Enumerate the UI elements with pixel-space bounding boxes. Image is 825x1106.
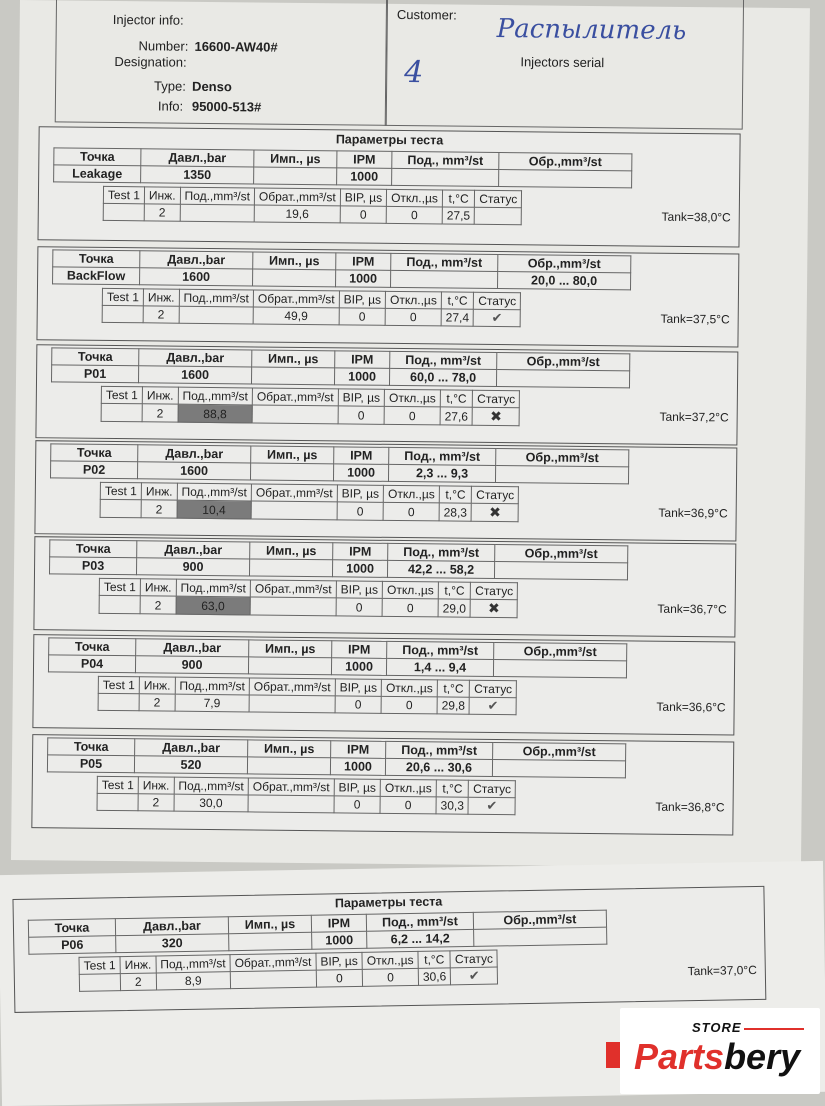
col-dev: Откл.,µs (362, 951, 418, 969)
col-back: Обр.,mm³/st (493, 742, 626, 760)
status-fail-icon (470, 599, 517, 617)
tank-temperature: Tank=37,5°C (660, 311, 730, 327)
params-table (53, 147, 632, 188)
col-temp: t,°C (438, 582, 471, 599)
test-block-p04 (32, 634, 735, 735)
col-dev: Откл.,µs (384, 389, 440, 407)
value-supply: 10,4 (177, 500, 252, 519)
col-ipm: IPM (311, 914, 366, 932)
col-imp: Имп., µs (251, 446, 334, 464)
col-supply: Под., mm³/st (391, 253, 498, 271)
col-ipm: IPM (336, 253, 391, 271)
section-title: Параметры теста (335, 132, 444, 148)
col-back: Обр.,mm³/st (498, 255, 631, 273)
value-back (474, 927, 607, 946)
value-ipm: 1000 (312, 931, 367, 949)
col-dev: Откл.,µs (381, 679, 437, 697)
status-fail-icon (471, 503, 518, 521)
value-pressure: 1600 (138, 366, 251, 384)
value-pressure: 1350 (141, 166, 254, 184)
value-bip: 0 (340, 206, 387, 223)
col-pressure: Давл.,bar (136, 639, 249, 657)
col-dev: Откл.,µs (383, 485, 439, 503)
value-pressure: 320 (116, 934, 229, 953)
col-supply_small: Под.,mm³/st (177, 483, 252, 501)
value-back (230, 970, 316, 988)
col-test: Test 1 (103, 186, 144, 203)
col-test: Test 1 (98, 676, 139, 693)
col-back_small: Обрат.,mm³/st (254, 188, 340, 206)
col-inj: Инж. (141, 483, 177, 500)
col-imp: Имп., µs (228, 915, 311, 933)
empty-cell (100, 499, 141, 517)
customer-handwriting: Распылитель (496, 13, 687, 46)
value-pressure: 900 (136, 558, 249, 576)
value-bip: 0 (316, 969, 363, 987)
col-pressure: Давл.,bar (137, 541, 250, 559)
col-ipm: IPM (333, 543, 388, 561)
col-back: Обр.,mm³/st (473, 910, 606, 929)
col-supply_small: Под.,mm³/st (176, 579, 251, 597)
results-table (78, 950, 498, 992)
col-inj: Инж. (138, 777, 174, 794)
status-ok-icon (473, 309, 520, 326)
value-supply: 42,2 ... 58,2 (387, 560, 494, 578)
empty-cell (101, 403, 142, 421)
col-supply_small: Под.,mm³/st (174, 777, 249, 795)
col-point: Точка (53, 250, 140, 268)
col-point: Точка (51, 444, 138, 462)
injector-info-box (55, 0, 388, 126)
value-imp (229, 932, 312, 950)
value-ipm: 1000 (330, 758, 385, 776)
value-pressure: 900 (135, 656, 248, 674)
col-status: Статус (475, 190, 522, 207)
partsbery-logo (620, 1008, 820, 1094)
col-dev: Откл.,µs (380, 779, 436, 797)
tank-temperature: Tank=37,0°C (687, 962, 757, 979)
value-ipm: 1000 (334, 368, 389, 386)
value-dev: 0 (362, 968, 418, 986)
value-dev: 0 (382, 598, 438, 617)
col-supply: Под., mm³/st (390, 351, 497, 369)
col-back_small: Обрат.,mm³/st (251, 484, 337, 502)
value-point: P03 (49, 557, 136, 575)
value-pressure: 1600 (140, 268, 253, 286)
designation-label: Designation: (114, 53, 187, 70)
value-bip: 0 (336, 598, 383, 616)
col-status: Статус (469, 780, 516, 797)
empty-cell (98, 693, 139, 710)
col-bip: BIP, µs (334, 779, 381, 796)
value-imp (251, 367, 334, 385)
test-block-backflow (36, 246, 739, 347)
col-status: Статус (474, 292, 521, 309)
tank-temperature: Tank=36,7°C (657, 601, 727, 617)
value-back (248, 795, 334, 813)
value-ipm: 1000 (331, 658, 386, 676)
value-point: P05 (47, 755, 134, 773)
type-label: Type: (154, 78, 186, 94)
test-block-p03 (33, 536, 736, 637)
value-imp (254, 167, 337, 185)
col-supply: Под., mm³/st (389, 447, 496, 465)
value-imp (248, 657, 331, 675)
section-title: Параметры теста (334, 894, 443, 911)
value-point: P02 (50, 461, 137, 479)
col-back: Обр.,mm³/st (499, 153, 632, 171)
results-table (102, 288, 522, 327)
col-imp: Имп., µs (252, 350, 335, 368)
value-inj: 2 (141, 500, 177, 518)
tank-temperature: Tank=36,6°C (656, 699, 726, 715)
col-pressure: Давл.,bar (141, 149, 254, 167)
col-ipm: IPM (332, 641, 387, 659)
col-ipm: IPM (335, 351, 390, 369)
value-supply: 63,0 (176, 596, 251, 615)
params-table (48, 637, 627, 678)
col-inj: Инж. (120, 956, 156, 974)
col-status: Статус (473, 390, 520, 407)
value-imp (249, 559, 332, 577)
test-block-p05 (31, 734, 734, 835)
col-inj: Инж. (140, 579, 176, 596)
col-bip: BIP, µs (338, 389, 385, 406)
status-ok-icon (468, 797, 515, 814)
value-pressure: 1600 (137, 462, 250, 480)
status-empty (475, 207, 522, 224)
col-back_small: Обрат.,mm³/st (248, 778, 334, 796)
value-temp: 28,3 (439, 503, 472, 521)
empty-cell (97, 793, 138, 810)
logo-main-black: bery (724, 1036, 801, 1077)
value-inj: 2 (139, 694, 175, 711)
value-pressure: 520 (134, 756, 247, 774)
col-temp: t,°C (440, 390, 473, 407)
col-test: Test 1 (79, 957, 120, 975)
params-table (52, 249, 631, 290)
params-table (47, 737, 626, 778)
col-dev: Откл.,µs (385, 291, 441, 309)
value-inj: 2 (138, 794, 174, 811)
serial-handwriting: 4 (404, 55, 424, 91)
col-bip: BIP, µs (335, 679, 382, 696)
value-back: 20,0 ... 80,0 (498, 272, 631, 290)
value-temp: 29,8 (437, 697, 470, 714)
value-supply: 8,9 (156, 972, 231, 990)
tank-temperature: Tank=37,2°C (659, 409, 729, 425)
col-back: Обр.,mm³/st (496, 449, 629, 467)
col-status: Статус (450, 950, 497, 968)
col-supply_small: Под.,mm³/st (156, 955, 231, 973)
params-table (50, 443, 629, 484)
params-table (51, 347, 630, 388)
col-imp: Имп., µs (249, 640, 332, 658)
value-supply: 1,4 ... 9,4 (386, 658, 493, 676)
logo-main-text (634, 1036, 800, 1078)
col-inj: Инж. (144, 187, 180, 204)
col-imp: Имп., µs (250, 542, 333, 560)
col-dev: Откл.,µs (382, 581, 438, 599)
status-fail-icon (472, 407, 519, 425)
value-temp: 27,6 (440, 407, 473, 425)
value-supply: 7,9 (175, 694, 250, 712)
col-inj: Инж. (142, 387, 178, 404)
col-bip: BIP, µs (340, 189, 387, 206)
tank-temperature: Tank=36,8°C (655, 799, 725, 815)
test-report-sheet (11, 0, 810, 868)
col-pressure: Давл.,bar (115, 917, 228, 936)
value-dev: 0 (386, 206, 442, 224)
value-back (499, 170, 632, 188)
value-point: Leakage (54, 165, 141, 183)
col-supply: Под., mm³/st (366, 912, 473, 931)
col-test: Test 1 (102, 288, 143, 305)
number-label: Number: (138, 38, 189, 54)
value-ipm: 1000 (337, 168, 392, 186)
value-imp (250, 463, 333, 481)
test-block-p02 (34, 440, 737, 541)
empty-cell (103, 203, 144, 220)
value-back (493, 659, 626, 677)
col-ipm: IPM (334, 447, 389, 465)
col-temp: t,°C (442, 190, 475, 207)
value-imp (253, 269, 336, 287)
value-back (492, 759, 625, 777)
value-supply (391, 270, 498, 288)
logo-line (744, 1028, 804, 1030)
type-value: Denso (192, 78, 232, 95)
injector-info-label: Injector info: (112, 11, 184, 28)
value-supply (180, 204, 255, 222)
value-ipm: 1000 (336, 270, 391, 288)
col-supply: Под., mm³/st (388, 543, 495, 561)
col-temp: t,°C (437, 680, 470, 697)
col-point: Точка (48, 738, 135, 756)
col-test: Test 1 (97, 776, 138, 793)
results-table (103, 186, 523, 225)
col-dev: Откл.,µs (387, 189, 443, 207)
col-imp: Имп., µs (248, 740, 331, 758)
value-inj: 2 (120, 973, 156, 991)
value-temp: 30,6 (418, 968, 451, 986)
value-back (494, 562, 627, 580)
value-ipm: 1000 (332, 560, 387, 578)
col-pressure: Давл.,bar (140, 251, 253, 269)
col-bip: BIP, µs (316, 952, 363, 970)
value-bip: 0 (335, 696, 382, 713)
col-point: Точка (28, 919, 115, 938)
logo-main-red: Parts (634, 1036, 725, 1077)
info-label: Info: (157, 98, 184, 114)
value-dev: 0 (384, 406, 440, 425)
tank-temperature: Tank=38,0°C (661, 209, 731, 225)
status-ok-icon (451, 967, 498, 985)
col-back_small: Обрат.,mm³/st (252, 388, 338, 406)
results-table (98, 676, 518, 715)
customer-box (385, 0, 744, 130)
status-ok-icon (469, 697, 516, 714)
col-point: Точка (54, 148, 141, 166)
value-back (495, 466, 628, 484)
col-back_small: Обрат.,mm³/st (249, 678, 335, 696)
number-value: 16600-AW40# (194, 38, 278, 55)
col-ipm: IPM (337, 151, 392, 169)
col-temp: t,°C (441, 292, 474, 309)
col-imp: Имп., µs (253, 252, 336, 270)
empty-cell (79, 974, 120, 992)
col-pressure: Давл.,bar (139, 349, 252, 367)
col-bip: BIP, µs (337, 485, 384, 502)
col-test: Test 1 (101, 386, 142, 403)
value-back (250, 597, 336, 616)
results-table (97, 776, 517, 815)
col-supply_small: Под.,mm³/st (178, 387, 253, 405)
col-point: Точка (50, 540, 137, 558)
col-ipm: IPM (331, 741, 386, 759)
value-temp: 27,5 (442, 207, 475, 224)
logo-red-tab (606, 1042, 620, 1068)
col-bip: BIP, µs (339, 291, 386, 308)
value-bip: 0 (339, 308, 386, 325)
col-inj: Инж. (139, 677, 175, 694)
value-ipm: 1000 (333, 464, 388, 482)
value-supply (392, 168, 499, 186)
col-supply_small: Под.,mm³/st (179, 289, 254, 307)
col-status: Статус (470, 680, 517, 697)
test-block-p06 (12, 886, 766, 1013)
value-back (496, 370, 629, 388)
results-table (100, 482, 520, 522)
col-back: Обр.,mm³/st (494, 642, 627, 660)
results-table (99, 578, 519, 618)
col-supply: Под., mm³/st (386, 741, 493, 759)
col-pressure: Давл.,bar (138, 445, 251, 463)
col-point: Точка (49, 638, 136, 656)
results-table (101, 386, 521, 426)
col-back: Обр.,mm³/st (497, 353, 630, 371)
info-value: 95000-513# (191, 98, 262, 115)
value-supply: 88,8 (178, 404, 253, 423)
col-back: Обр.,mm³/st (495, 545, 628, 563)
col-back_small: Обрат.,mm³/st (230, 953, 316, 971)
value-inj: 2 (143, 306, 179, 323)
value-inj: 2 (142, 404, 178, 422)
value-dev: 0 (381, 696, 437, 714)
customer-label: Customer: (396, 6, 457, 23)
value-dev: 0 (385, 308, 441, 326)
serial-label: Injectors serial (520, 54, 605, 71)
value-temp: 27,4 (441, 309, 474, 326)
value-supply: 6,2 ... 14,2 (367, 929, 474, 948)
col-status: Статус (472, 486, 519, 503)
col-temp: t,°C (418, 951, 451, 969)
col-back_small: Обрат.,mm³/st (253, 290, 339, 308)
value-supply: 60,0 ... 78,0 (389, 368, 496, 386)
col-status: Статус (471, 582, 518, 599)
col-supply: Под., mm³/st (392, 151, 499, 169)
col-inj: Инж. (143, 289, 179, 306)
value-point: BackFlow (53, 267, 140, 285)
value-inj: 2 (140, 596, 176, 614)
logo-store-text: STORE (692, 1020, 742, 1035)
value-back: 49,9 (253, 307, 339, 325)
value-imp (247, 757, 330, 775)
tank-temperature: Tank=36,9°C (658, 505, 728, 521)
value-back (251, 501, 337, 520)
value-point: P06 (29, 936, 116, 955)
col-bip: BIP, µs (336, 581, 383, 598)
value-back: 19,6 (254, 205, 340, 223)
value-back (252, 405, 338, 424)
empty-cell (102, 305, 143, 322)
col-supply: Под., mm³/st (387, 641, 494, 659)
col-test: Test 1 (99, 578, 140, 595)
col-temp: t,°C (439, 486, 472, 503)
value-bip: 0 (334, 796, 381, 813)
col-imp: Имп., µs (254, 150, 337, 168)
value-dev: 0 (383, 502, 439, 521)
value-supply: 2,3 ... 9,3 (388, 464, 495, 482)
value-inj: 2 (144, 204, 180, 221)
test-block-p01 (35, 344, 738, 445)
value-back (249, 695, 335, 713)
value-temp: 29,0 (438, 599, 471, 617)
col-back_small: Обрат.,mm³/st (250, 580, 336, 598)
value-supply (179, 306, 254, 324)
params-table (49, 539, 628, 580)
value-bip: 0 (337, 502, 384, 520)
value-point: P04 (48, 655, 135, 673)
col-test: Test 1 (100, 482, 141, 499)
empty-cell (99, 595, 140, 613)
value-supply: 20,6 ... 30,6 (385, 758, 492, 776)
col-supply_small: Под.,mm³/st (180, 187, 255, 205)
value-dev: 0 (380, 796, 436, 814)
col-pressure: Давл.,bar (135, 739, 248, 757)
test-block-leakage (37, 126, 740, 247)
col-supply_small: Под.,mm³/st (175, 677, 250, 695)
col-temp: t,°C (436, 780, 469, 797)
value-bip: 0 (338, 406, 385, 424)
value-supply: 30,0 (174, 794, 249, 812)
params-table (28, 910, 608, 955)
col-point: Точка (52, 348, 139, 366)
value-temp: 30,3 (436, 797, 469, 814)
value-point: P01 (52, 365, 139, 383)
